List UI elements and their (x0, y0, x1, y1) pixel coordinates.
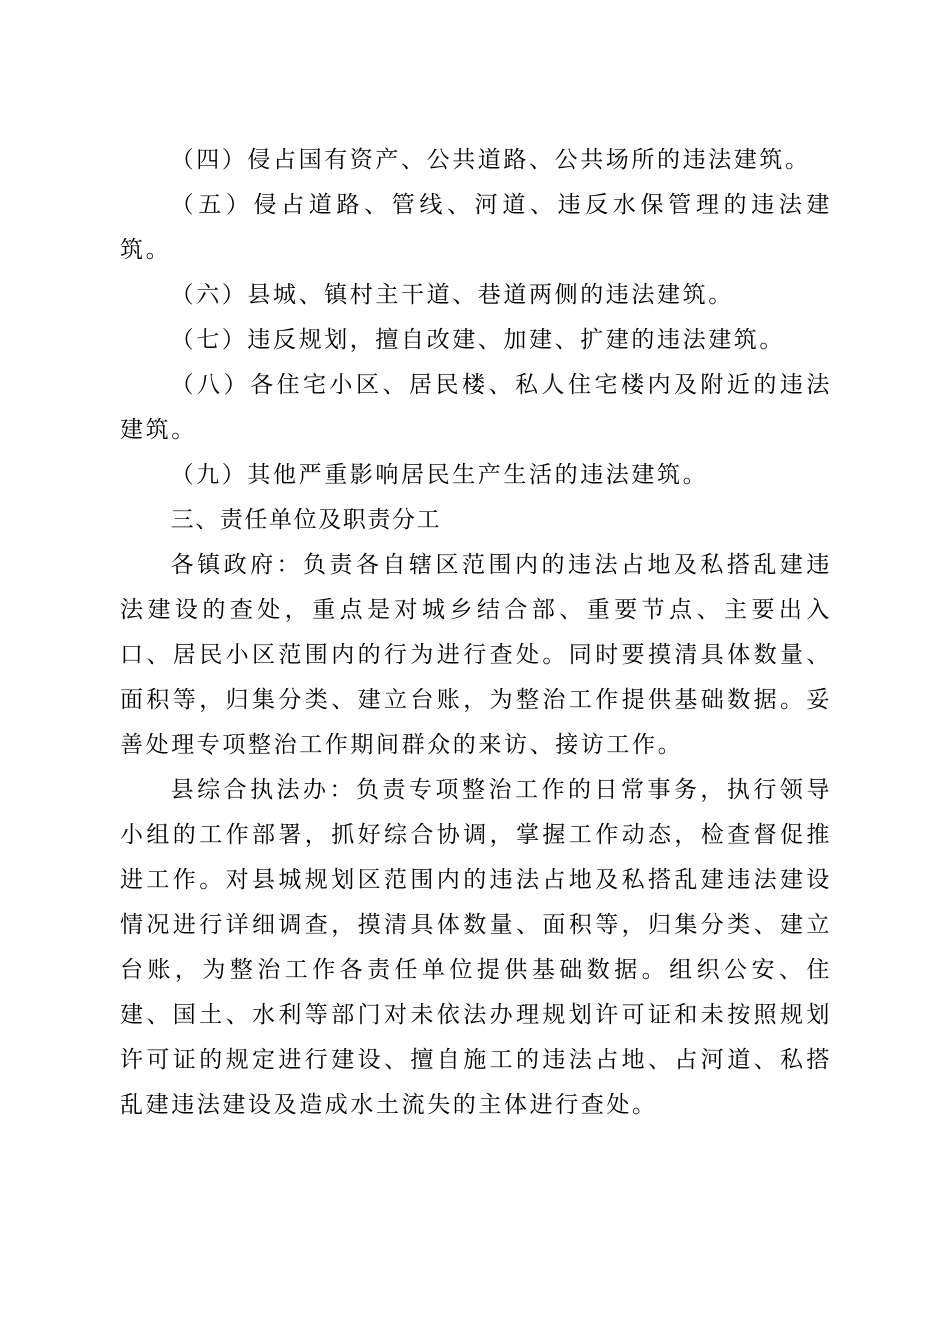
list-item-9: （九）其他严重影响居民生产生活的违法建筑。 (170, 462, 709, 488)
list-item-4: （四）侵占国有资产、公共道路、公共场所的违法建筑。 (170, 147, 811, 173)
paragraph-town-government: 各镇政府：负责各自辖区范围内的违法占地及私搭乱建违法建设的查处，重点是对城乡结合部、重要节点、主要出入口、居民小区范围内的行为进行查处。同时要摸清具体数量、面积等，归集分类、建立台账，为整治工作提供基础数据。妥善处理专项整治工作期间群众的来访、接访工作。 (120, 552, 832, 758)
paragraph-law-enforcement-office: 县综合执法办：负责专项整治工作的日常事务，执行领导小组的工作部署，抓好综合协调，掌握工作动态，检查督促推进工作。对县城规划区范围内的违法占地及私搭乱建违法建设情况进行详细调查，摸清具体数量、面积等，归集分类、建立台账，为整治工作各责任单位提供基础数据。组织公安、住建、国土、水利等部门对未依法办理规划许可证和未按照规划许可证的规定进行建设、擅自施工的违法占地、占河道、私搭乱建违法建设及造成水土流失的主体进行查处。 (120, 777, 832, 1118)
list-item-8: （八）各住宅小区、居民楼、私人住宅楼内及附近的违法建筑。 (120, 372, 832, 443)
list-item-5: （五）侵占道路、管线、河道、违反水保管理的违法建筑。 (120, 192, 832, 263)
section-heading: 三、责任单位及职责分工 (170, 507, 442, 533)
list-item-7: （七）违反规划，擅自改建、加建、扩建的违法建筑。 (170, 327, 785, 353)
list-item-6: （六）县城、镇村主干道、巷道两侧的违法建筑。 (170, 282, 734, 308)
document-body (120, 138, 832, 1128)
